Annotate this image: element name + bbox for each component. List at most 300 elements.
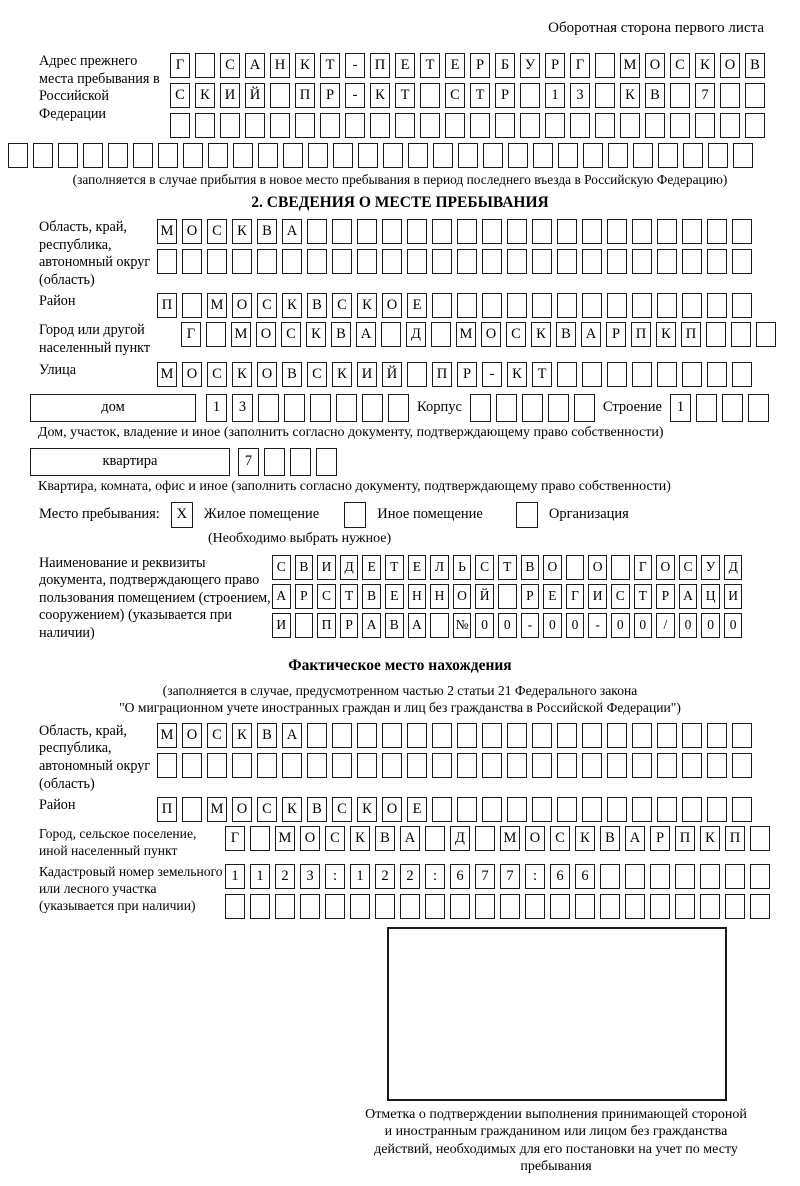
char-cell[interactable] <box>457 293 477 318</box>
char-cell[interactable]: - <box>521 613 540 638</box>
char-cell[interactable]: К <box>357 293 377 318</box>
char-cell[interactable] <box>600 894 620 919</box>
char-cell[interactable]: С <box>332 797 352 822</box>
char-cell[interactable] <box>320 113 340 138</box>
char-cell[interactable]: В <box>375 826 395 851</box>
char-cell[interactable]: Г <box>170 53 190 78</box>
char-cell[interactable] <box>457 249 477 274</box>
char-cell[interactable] <box>408 143 428 168</box>
char-cell[interactable] <box>290 448 311 476</box>
char-cell[interactable]: П <box>157 293 177 318</box>
char-cell[interactable] <box>557 753 577 778</box>
char-cell[interactable] <box>682 362 702 387</box>
char-cell[interactable]: Д <box>406 322 426 347</box>
char-cell[interactable]: О <box>232 797 252 822</box>
char-cell[interactable] <box>706 322 726 347</box>
char-cell[interactable]: Е <box>395 53 415 78</box>
char-cell[interactable] <box>258 394 279 422</box>
char-cell[interactable] <box>632 723 652 748</box>
char-cell[interactable]: 2 <box>400 864 420 889</box>
char-cell[interactable] <box>400 894 420 919</box>
char-cell[interactable]: Е <box>407 293 427 318</box>
char-cell[interactable] <box>675 894 695 919</box>
char-cell[interactable] <box>425 894 445 919</box>
char-cell[interactable]: Й <box>475 584 494 609</box>
char-cell[interactable] <box>433 143 453 168</box>
char-cell[interactable] <box>332 219 352 244</box>
char-cell[interactable] <box>632 249 652 274</box>
char-cell[interactable]: К <box>350 826 370 851</box>
char-cell[interactable]: / <box>656 613 675 638</box>
char-cell[interactable]: К <box>282 293 302 318</box>
char-cell[interactable] <box>557 249 577 274</box>
char-cell[interactable] <box>595 83 615 108</box>
char-cell[interactable]: И <box>272 613 291 638</box>
char-cell[interactable] <box>720 113 740 138</box>
char-cell[interactable] <box>722 394 743 422</box>
char-cell[interactable] <box>595 113 615 138</box>
char-cell[interactable] <box>295 613 314 638</box>
char-cell[interactable] <box>170 113 190 138</box>
char-cell[interactable] <box>532 219 552 244</box>
char-cell[interactable] <box>183 143 203 168</box>
char-cell[interactable] <box>632 293 652 318</box>
char-cell[interactable]: М <box>456 322 476 347</box>
char-cell[interactable] <box>284 394 305 422</box>
char-cell[interactable] <box>482 723 502 748</box>
char-cell[interactable]: С <box>257 797 277 822</box>
char-cell[interactable] <box>496 394 517 422</box>
char-cell[interactable] <box>657 219 677 244</box>
char-cell[interactable]: М <box>620 53 640 78</box>
char-cell[interactable]: Е <box>385 584 404 609</box>
char-cell[interactable]: М <box>207 797 227 822</box>
char-cell[interactable] <box>532 249 552 274</box>
char-cell[interactable]: Е <box>362 555 381 580</box>
char-cell[interactable] <box>657 249 677 274</box>
char-cell[interactable] <box>207 249 227 274</box>
char-cell[interactable]: С <box>272 555 291 580</box>
char-cell[interactable]: А <box>282 219 302 244</box>
char-cell[interactable] <box>657 362 677 387</box>
char-cell[interactable]: С <box>445 83 465 108</box>
char-cell[interactable]: Й <box>382 362 402 387</box>
char-cell[interactable] <box>420 83 440 108</box>
char-cell[interactable] <box>707 753 727 778</box>
char-cell[interactable] <box>633 143 653 168</box>
char-cell[interactable]: С <box>670 53 690 78</box>
char-cell[interactable] <box>307 723 327 748</box>
char-cell[interactable]: Н <box>430 584 449 609</box>
char-cell[interactable] <box>208 143 228 168</box>
char-cell[interactable] <box>495 113 515 138</box>
char-cell[interactable]: М <box>157 362 177 387</box>
char-cell[interactable]: В <box>257 219 277 244</box>
char-cell[interactable] <box>520 83 540 108</box>
char-cell[interactable] <box>657 797 677 822</box>
char-cell[interactable]: 0 <box>543 613 562 638</box>
char-cell[interactable]: С <box>611 584 630 609</box>
char-cell[interactable]: В <box>307 797 327 822</box>
char-cell[interactable] <box>707 219 727 244</box>
char-cell[interactable]: Р <box>470 53 490 78</box>
char-cell[interactable]: А <box>356 322 376 347</box>
char-cell[interactable] <box>745 113 765 138</box>
char-cell[interactable] <box>420 113 440 138</box>
char-cell[interactable] <box>607 293 627 318</box>
char-cell[interactable]: В <box>282 362 302 387</box>
char-cell[interactable]: М <box>157 219 177 244</box>
char-cell[interactable]: С <box>325 826 345 851</box>
char-cell[interactable] <box>357 249 377 274</box>
char-cell[interactable]: О <box>720 53 740 78</box>
char-cell[interactable] <box>607 797 627 822</box>
char-cell[interactable]: К <box>531 322 551 347</box>
char-cell[interactable]: Е <box>445 53 465 78</box>
char-cell[interactable] <box>158 143 178 168</box>
char-cell[interactable]: К <box>507 362 527 387</box>
char-cell[interactable] <box>582 219 602 244</box>
char-cell[interactable]: 0 <box>475 613 494 638</box>
char-cell[interactable]: О <box>588 555 607 580</box>
char-cell[interactable]: Р <box>495 83 515 108</box>
char-cell[interactable]: Г <box>634 555 653 580</box>
char-cell[interactable]: О <box>656 555 675 580</box>
char-cell[interactable] <box>350 894 370 919</box>
char-cell[interactable]: А <box>679 584 698 609</box>
char-cell[interactable] <box>557 219 577 244</box>
char-cell[interactable] <box>670 83 690 108</box>
char-cell[interactable]: Е <box>407 797 427 822</box>
char-cell[interactable]: А <box>400 826 420 851</box>
char-cell[interactable] <box>583 143 603 168</box>
char-cell[interactable] <box>432 249 452 274</box>
char-cell[interactable] <box>582 797 602 822</box>
char-cell[interactable] <box>457 219 477 244</box>
char-cell[interactable] <box>533 143 553 168</box>
char-cell[interactable]: - <box>345 53 365 78</box>
char-cell[interactable] <box>548 394 569 422</box>
char-cell[interactable]: : <box>525 864 545 889</box>
char-cell[interactable]: А <box>581 322 601 347</box>
char-cell[interactable] <box>383 143 403 168</box>
char-cell[interactable]: 1 <box>225 864 245 889</box>
char-cell[interactable] <box>282 753 302 778</box>
checkbox-organization[interactable] <box>516 502 538 528</box>
char-cell[interactable] <box>482 797 502 822</box>
char-cell[interactable] <box>232 753 252 778</box>
char-cell[interactable] <box>336 394 357 422</box>
char-cell[interactable]: В <box>331 322 351 347</box>
char-cell[interactable] <box>407 219 427 244</box>
char-cell[interactable] <box>357 753 377 778</box>
char-cell[interactable]: И <box>317 555 336 580</box>
char-cell[interactable]: : <box>325 864 345 889</box>
char-cell[interactable]: 6 <box>575 864 595 889</box>
char-cell[interactable] <box>595 53 615 78</box>
char-cell[interactable]: О <box>300 826 320 851</box>
char-cell[interactable] <box>732 723 752 748</box>
char-cell[interactable]: С <box>506 322 526 347</box>
char-cell[interactable]: В <box>362 584 381 609</box>
char-cell[interactable] <box>600 864 620 889</box>
checkbox-residential[interactable]: X <box>171 502 193 528</box>
char-cell[interactable]: В <box>385 613 404 638</box>
char-cell[interactable]: О <box>382 293 402 318</box>
checkbox-other-premises[interactable] <box>344 502 366 528</box>
char-cell[interactable] <box>558 143 578 168</box>
char-cell[interactable]: К <box>195 83 215 108</box>
char-cell[interactable] <box>407 362 427 387</box>
char-cell[interactable]: П <box>157 797 177 822</box>
char-cell[interactable] <box>257 249 277 274</box>
char-cell[interactable] <box>650 894 670 919</box>
char-cell[interactable]: С <box>257 293 277 318</box>
char-cell[interactable] <box>207 753 227 778</box>
char-cell[interactable] <box>407 249 427 274</box>
char-cell[interactable] <box>482 753 502 778</box>
char-cell[interactable] <box>275 894 295 919</box>
char-cell[interactable]: П <box>432 362 452 387</box>
char-cell[interactable]: Д <box>340 555 359 580</box>
char-cell[interactable]: 6 <box>550 864 570 889</box>
char-cell[interactable] <box>532 797 552 822</box>
house-type-box[interactable]: дом <box>30 394 196 422</box>
char-cell[interactable]: К <box>232 219 252 244</box>
char-cell[interactable] <box>582 723 602 748</box>
char-cell[interactable] <box>8 143 28 168</box>
char-cell[interactable] <box>682 723 702 748</box>
char-cell[interactable]: № <box>453 613 472 638</box>
char-cell[interactable]: П <box>675 826 695 851</box>
char-cell[interactable]: О <box>481 322 501 347</box>
char-cell[interactable]: К <box>282 797 302 822</box>
char-cell[interactable] <box>756 322 776 347</box>
char-cell[interactable]: А <box>625 826 645 851</box>
char-cell[interactable]: О <box>645 53 665 78</box>
char-cell[interactable]: В <box>257 723 277 748</box>
char-cell[interactable] <box>264 448 285 476</box>
char-cell[interactable]: О <box>543 555 562 580</box>
char-cell[interactable]: С <box>281 322 301 347</box>
char-cell[interactable] <box>658 143 678 168</box>
char-cell[interactable]: А <box>362 613 381 638</box>
char-cell[interactable]: 2 <box>375 864 395 889</box>
char-cell[interactable] <box>608 143 628 168</box>
char-cell[interactable]: Н <box>408 584 427 609</box>
char-cell[interactable] <box>382 219 402 244</box>
char-cell[interactable]: О <box>525 826 545 851</box>
char-cell[interactable] <box>582 293 602 318</box>
char-cell[interactable] <box>522 394 543 422</box>
char-cell[interactable]: К <box>695 53 715 78</box>
char-cell[interactable] <box>607 753 627 778</box>
char-cell[interactable]: Т <box>340 584 359 609</box>
char-cell[interactable] <box>550 894 570 919</box>
char-cell[interactable]: П <box>370 53 390 78</box>
char-cell[interactable] <box>732 293 752 318</box>
char-cell[interactable] <box>507 249 527 274</box>
char-cell[interactable]: О <box>182 219 202 244</box>
char-cell[interactable]: И <box>220 83 240 108</box>
char-cell[interactable]: Г <box>566 584 585 609</box>
char-cell[interactable] <box>695 113 715 138</box>
char-cell[interactable] <box>245 113 265 138</box>
char-cell[interactable]: С <box>550 826 570 851</box>
char-cell[interactable] <box>500 894 520 919</box>
char-cell[interactable] <box>482 293 502 318</box>
char-cell[interactable]: С <box>679 555 698 580</box>
char-cell[interactable]: С <box>307 362 327 387</box>
char-cell[interactable]: Р <box>650 826 670 851</box>
char-cell[interactable] <box>257 753 277 778</box>
char-cell[interactable] <box>683 143 703 168</box>
char-cell[interactable] <box>475 894 495 919</box>
char-cell[interactable] <box>345 113 365 138</box>
char-cell[interactable] <box>332 249 352 274</box>
char-cell[interactable]: Р <box>320 83 340 108</box>
char-cell[interactable]: Г <box>181 322 201 347</box>
char-cell[interactable] <box>557 797 577 822</box>
char-cell[interactable] <box>732 753 752 778</box>
char-cell[interactable]: 0 <box>566 613 585 638</box>
char-cell[interactable] <box>457 723 477 748</box>
char-cell[interactable] <box>225 894 245 919</box>
char-cell[interactable] <box>700 864 720 889</box>
char-cell[interactable]: К <box>370 83 390 108</box>
char-cell[interactable]: 1 <box>250 864 270 889</box>
char-cell[interactable] <box>532 723 552 748</box>
char-cell[interactable]: 3 <box>570 83 590 108</box>
char-cell[interactable] <box>607 362 627 387</box>
char-cell[interactable]: С <box>317 584 336 609</box>
char-cell[interactable] <box>475 826 495 851</box>
char-cell[interactable] <box>507 219 527 244</box>
char-cell[interactable] <box>332 753 352 778</box>
char-cell[interactable]: Т <box>498 555 517 580</box>
char-cell[interactable] <box>750 894 770 919</box>
char-cell[interactable] <box>307 753 327 778</box>
char-cell[interactable] <box>157 249 177 274</box>
char-cell[interactable]: Г <box>570 53 590 78</box>
char-cell[interactable] <box>195 53 215 78</box>
char-cell[interactable] <box>507 797 527 822</box>
char-cell[interactable] <box>233 143 253 168</box>
char-cell[interactable]: 0 <box>634 613 653 638</box>
char-cell[interactable]: М <box>207 293 227 318</box>
char-cell[interactable] <box>432 293 452 318</box>
char-cell[interactable] <box>611 555 630 580</box>
char-cell[interactable] <box>657 753 677 778</box>
char-cell[interactable] <box>707 293 727 318</box>
char-cell[interactable]: 0 <box>498 613 517 638</box>
apartment-type-box[interactable]: квартира <box>30 448 230 476</box>
char-cell[interactable] <box>625 864 645 889</box>
char-cell[interactable] <box>370 113 390 138</box>
char-cell[interactable] <box>307 219 327 244</box>
char-cell[interactable] <box>432 219 452 244</box>
char-cell[interactable] <box>482 249 502 274</box>
char-cell[interactable] <box>582 249 602 274</box>
char-cell[interactable]: 1 <box>350 864 370 889</box>
char-cell[interactable] <box>232 249 252 274</box>
char-cell[interactable] <box>83 143 103 168</box>
char-cell[interactable]: К <box>232 723 252 748</box>
char-cell[interactable]: О <box>257 362 277 387</box>
char-cell[interactable] <box>557 362 577 387</box>
char-cell[interactable]: Т <box>634 584 653 609</box>
char-cell[interactable]: А <box>408 613 427 638</box>
char-cell[interactable]: С <box>207 723 227 748</box>
char-cell[interactable]: 1 <box>206 394 227 422</box>
char-cell[interactable]: С <box>207 219 227 244</box>
char-cell[interactable]: О <box>182 723 202 748</box>
char-cell[interactable] <box>458 143 478 168</box>
char-cell[interactable] <box>607 249 627 274</box>
char-cell[interactable] <box>270 83 290 108</box>
char-cell[interactable] <box>732 362 752 387</box>
char-cell[interactable] <box>283 143 303 168</box>
char-cell[interactable]: 7 <box>500 864 520 889</box>
char-cell[interactable] <box>645 113 665 138</box>
char-cell[interactable] <box>206 322 226 347</box>
char-cell[interactable]: К <box>575 826 595 851</box>
char-cell[interactable]: Р <box>457 362 477 387</box>
char-cell[interactable]: Ь <box>453 555 472 580</box>
char-cell[interactable] <box>250 826 270 851</box>
char-cell[interactable] <box>657 723 677 748</box>
char-cell[interactable] <box>457 797 477 822</box>
char-cell[interactable]: С <box>475 555 494 580</box>
char-cell[interactable]: В <box>600 826 620 851</box>
char-cell[interactable] <box>300 894 320 919</box>
char-cell[interactable] <box>675 864 695 889</box>
char-cell[interactable]: 0 <box>611 613 630 638</box>
char-cell[interactable]: - <box>482 362 502 387</box>
char-cell[interactable]: С <box>220 53 240 78</box>
char-cell[interactable]: 1 <box>670 394 691 422</box>
char-cell[interactable]: А <box>272 584 291 609</box>
char-cell[interactable] <box>133 143 153 168</box>
char-cell[interactable] <box>220 113 240 138</box>
char-cell[interactable] <box>425 826 445 851</box>
char-cell[interactable] <box>632 219 652 244</box>
char-cell[interactable]: П <box>681 322 701 347</box>
char-cell[interactable] <box>557 293 577 318</box>
char-cell[interactable]: С <box>207 362 227 387</box>
char-cell[interactable] <box>750 864 770 889</box>
char-cell[interactable]: Р <box>606 322 626 347</box>
char-cell[interactable]: П <box>317 613 336 638</box>
char-cell[interactable]: П <box>725 826 745 851</box>
char-cell[interactable]: 0 <box>679 613 698 638</box>
char-cell[interactable]: С <box>170 83 190 108</box>
char-cell[interactable]: Р <box>340 613 359 638</box>
char-cell[interactable] <box>470 113 490 138</box>
char-cell[interactable] <box>108 143 128 168</box>
char-cell[interactable] <box>682 219 702 244</box>
char-cell[interactable]: К <box>332 362 352 387</box>
char-cell[interactable] <box>707 362 727 387</box>
char-cell[interactable] <box>182 249 202 274</box>
char-cell[interactable]: Т <box>420 53 440 78</box>
char-cell[interactable] <box>657 293 677 318</box>
char-cell[interactable]: Р <box>656 584 675 609</box>
char-cell[interactable] <box>382 249 402 274</box>
char-cell[interactable]: 0 <box>701 613 720 638</box>
char-cell[interactable]: М <box>275 826 295 851</box>
char-cell[interactable] <box>357 219 377 244</box>
